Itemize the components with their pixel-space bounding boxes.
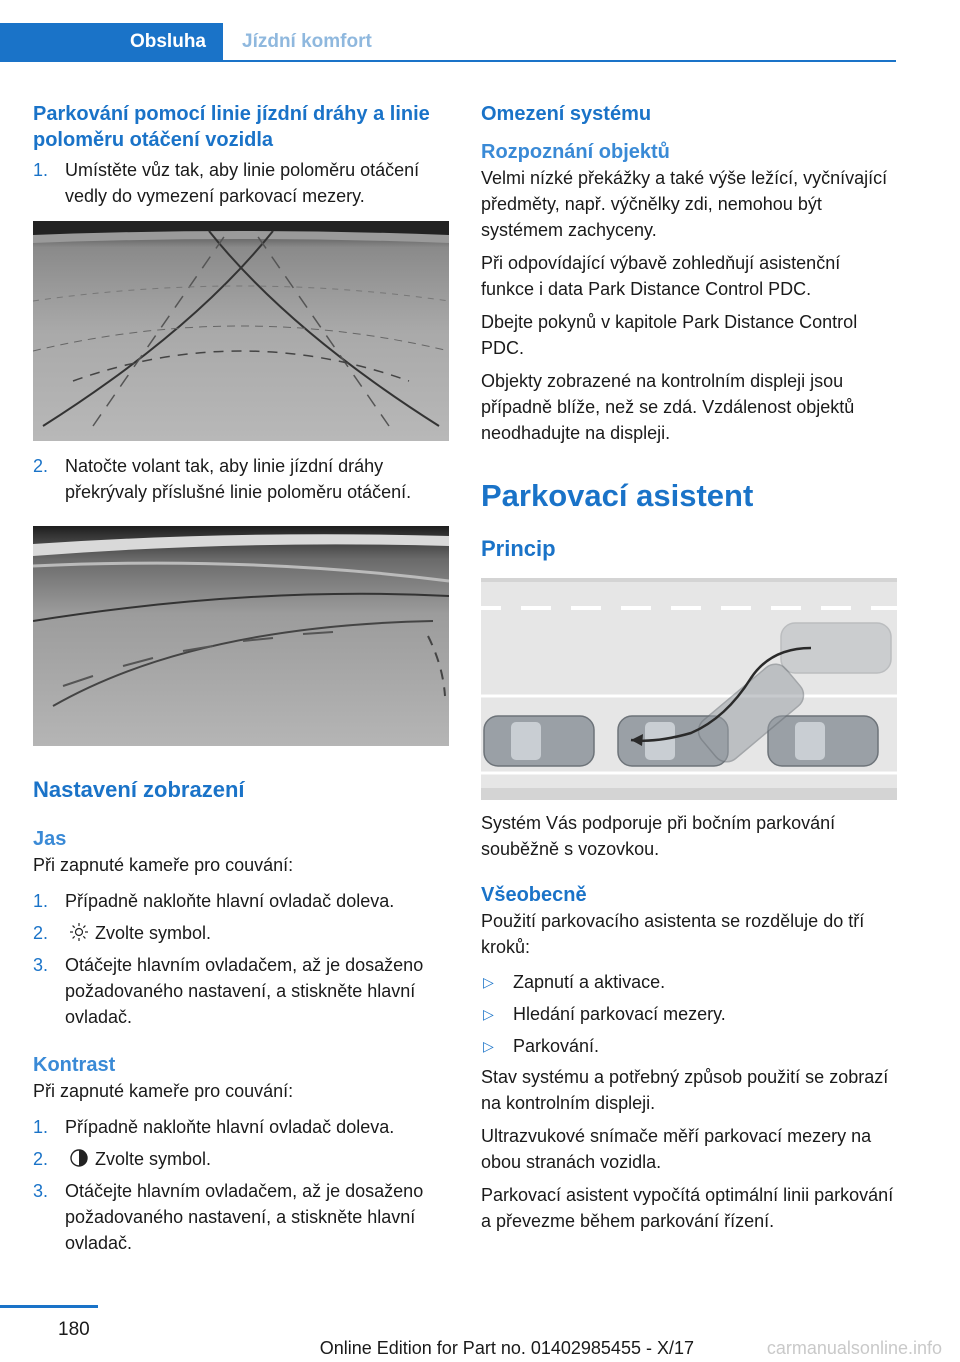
camera-image-turning-lines — [33, 221, 449, 441]
list-text: Zvolte symbol. — [95, 1149, 212, 1169]
list-number: 3. — [33, 1181, 49, 1201]
list-item — [33, 157, 449, 209]
triangle-bullet-icon: ▷ — [483, 974, 494, 990]
paragraph: Objekty zobrazené na kontrolním displeji jsou případně blíže, než se zdá. Vzdálenost objektů neodhadujte na displeji. — [481, 371, 855, 443]
list-text: Otáčejte hlavním ovladačem, až je dosaženo požadovaného nastavení, a stiskněte hlavní ovladač. — [65, 1181, 424, 1253]
camera-image-lines-overlap — [33, 526, 449, 746]
list-item — [33, 952, 449, 1030]
section-title: Parkovací asistent — [481, 478, 754, 513]
brightness-icon — [69, 922, 89, 942]
list-item — [481, 1033, 897, 1059]
list-text: Umístěte vůz tak, aby linie poloměru otáčení vedly do vymezení parkovací mezery. — [65, 160, 420, 206]
list-number: 1. — [33, 891, 49, 911]
watermark: carmanualsonline.info — [766, 1338, 942, 1358]
list-number: 3. — [33, 955, 49, 975]
list-text: Hledání parkovací mezery. — [513, 1004, 726, 1024]
list-number: 2. — [33, 456, 49, 476]
list-item — [33, 920, 449, 946]
display-settings-heading: Nastavení zobrazení — [33, 777, 245, 802]
paragraph: Stav systému a potřebný způsob použití se zobrazí na kontrolním displeji. — [481, 1067, 889, 1113]
paragraph: Ultrazvukové snímače měří parkovací mezery na obou stranách vozidla. — [481, 1126, 872, 1172]
list-item — [33, 888, 449, 914]
tab-obsluha-label: Obsluha — [129, 31, 206, 52]
paragraph: Parkovací asistent vypočítá optimální linii parkování a převezme během parkování řízení. — [481, 1185, 894, 1231]
list-text: Zvolte symbol. — [95, 923, 212, 943]
principle-text: Systém Vás podporuje při bočním parkování souběžně s vozovkou. — [481, 813, 836, 859]
list-item — [481, 969, 897, 995]
list-number: 1. — [33, 1117, 49, 1137]
list-item — [33, 1146, 449, 1172]
list-item — [33, 1114, 449, 1140]
paragraph: Při odpovídající výbavě zohledňují asistenční funkce i data Park Distance Control PDC. — [481, 253, 841, 299]
page-number: 180 — [58, 1319, 90, 1340]
header-divider — [0, 60, 896, 62]
list-text: Případně nakloňte hlavní ovladač doleva. — [65, 891, 395, 911]
parking-assistant-diagram — [481, 578, 897, 800]
list-text: Otáčejte hlavním ovladačem, až je dosaženo požadovaného nastavení, a stiskněte hlavní ovladač. — [65, 955, 424, 1027]
tab-jizdni-komfort-label: Jízdní komfort — [242, 31, 372, 52]
list-text: Případně nakloňte hlavní ovladač doleva. — [65, 1117, 395, 1137]
list-text: Zapnutí a aktivace. — [513, 972, 666, 992]
system-limits-heading: Omezení systému — [481, 103, 652, 125]
parking-lines-heading: Parkování pomocí linie jízdní dráhy a linie poloměru otáčení vozidla — [33, 103, 430, 151]
paragraph: Dbejte pokynů v kapitole Park Distance Control PDC. — [481, 312, 858, 358]
general-intro: Použití parkovacího asistenta se rozděluje do tří kroků: — [481, 911, 865, 957]
contrast-icon — [69, 1148, 89, 1168]
list-number: 2. — [33, 1149, 49, 1169]
tab-jizdni-komfort[interactable] — [223, 23, 372, 61]
list-text: Parkování. — [513, 1036, 600, 1056]
general-heading: Všeobecně — [481, 884, 587, 906]
list-text: Natočte volant tak, aby linie jízdní dráhy překrývaly příslušné linie poloměru otáčení. — [65, 456, 412, 502]
triangle-bullet-icon: ▷ — [483, 1038, 494, 1054]
footer-divider — [0, 1305, 98, 1308]
paragraph: Velmi nízké překážky a také výše ležící, vyčnívající předměty, např. výčnělky zdi, nemohou být systémem zachyceny. — [481, 168, 888, 240]
contrast-intro: Při zapnuté kameře pro couvání: — [33, 1081, 294, 1101]
triangle-bullet-icon: ▷ — [483, 1006, 494, 1022]
principle-heading: Princip — [481, 536, 556, 561]
right-column — [481, 101, 897, 1234]
object-detection-heading: Rozpoznání objektů — [481, 141, 670, 163]
list-item — [481, 1001, 897, 1027]
left-column — [33, 101, 449, 1256]
list-item — [33, 453, 449, 505]
brightness-heading: Jas — [33, 828, 67, 850]
list-number: 2. — [33, 923, 49, 943]
list-item — [33, 1178, 449, 1256]
tab-obsluha[interactable] — [0, 23, 223, 61]
brightness-intro: Při zapnuté kameře pro couvání: — [33, 855, 294, 875]
list-number: 1. — [33, 160, 49, 180]
contrast-heading: Kontrast — [33, 1054, 116, 1076]
edition-note: Online Edition for Part no. 01402985455 - X/17 — [319, 1338, 694, 1358]
